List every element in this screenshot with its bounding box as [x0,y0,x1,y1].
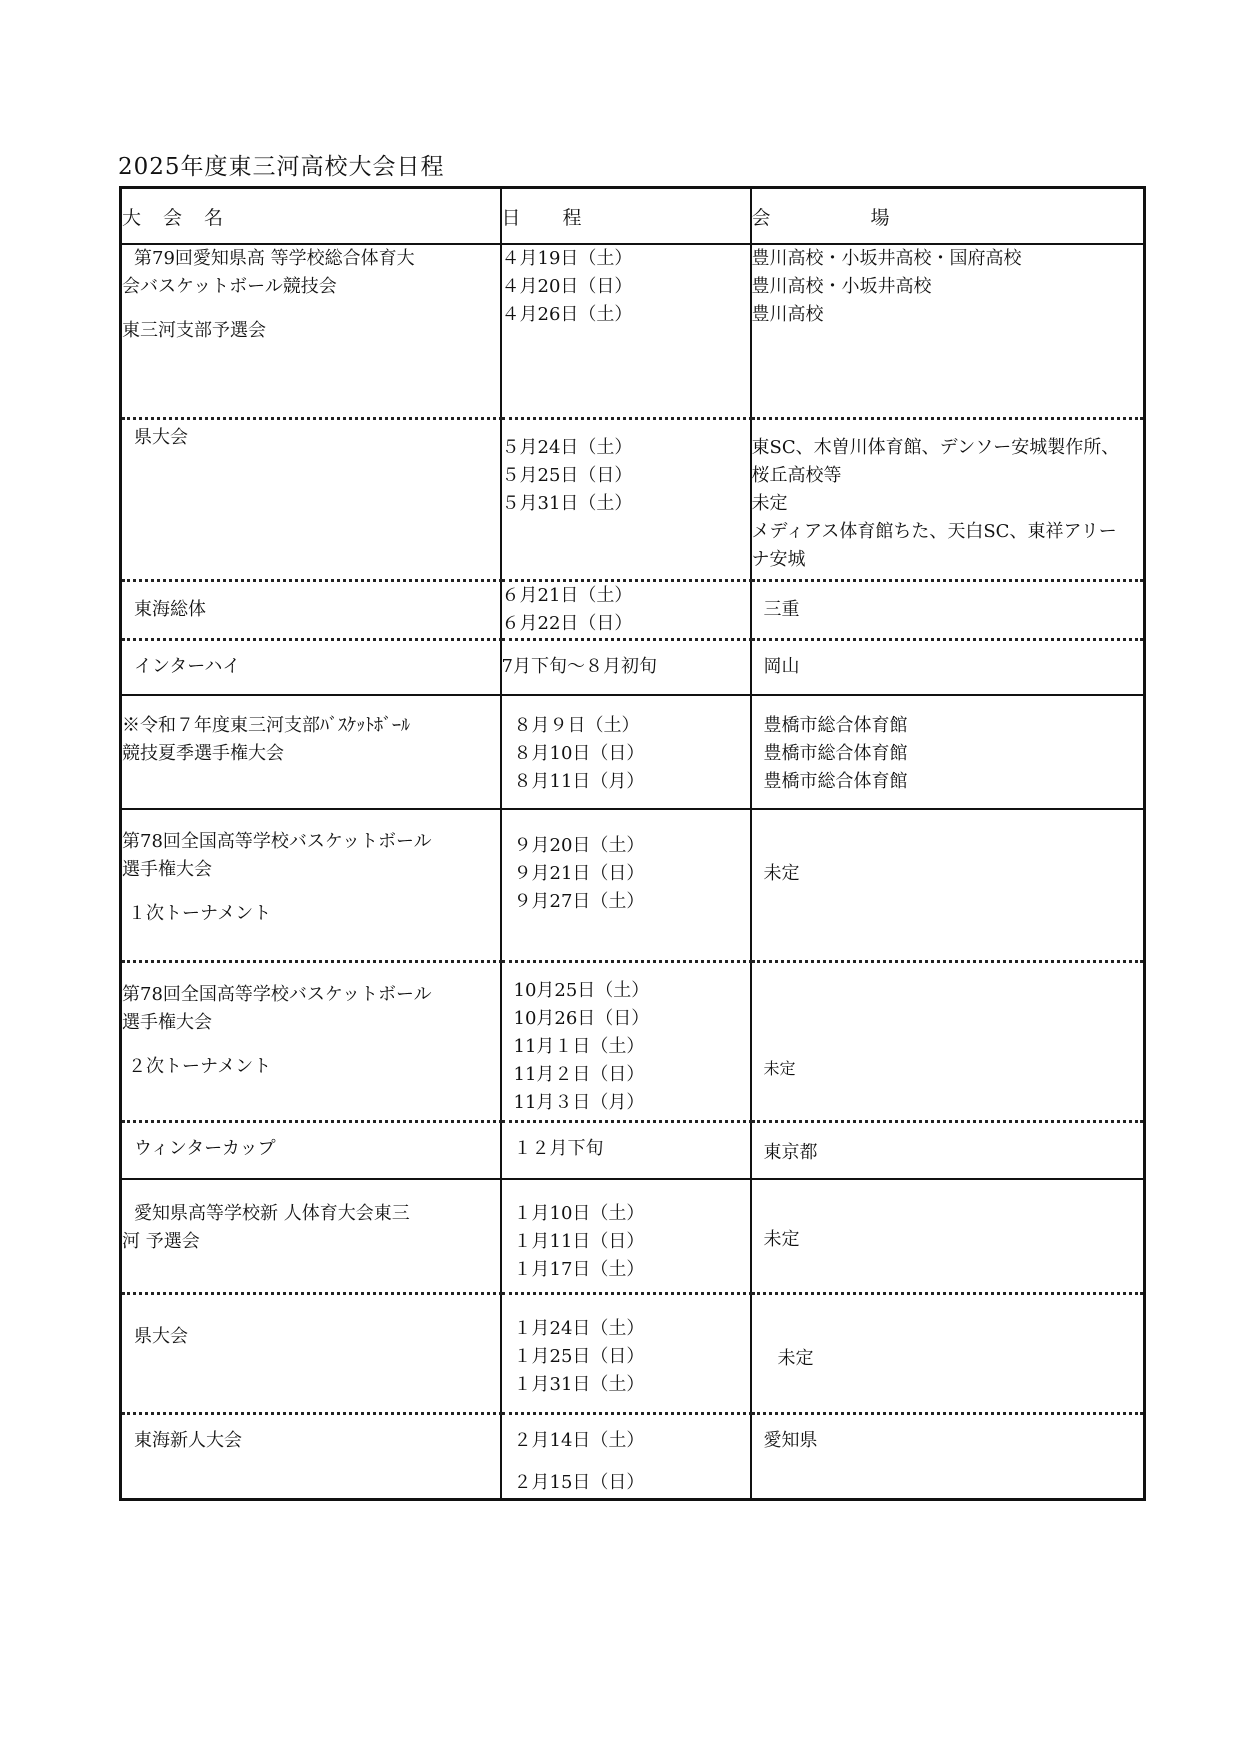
document-title: 2025年度東三河高校大会日程 [118,154,445,180]
tournament-schedule-table [119,186,1146,1501]
date-line: ２月14日（土） [513,1429,645,1451]
date-line: ６月22日（日） [501,612,633,634]
date-line: ８月９日（土） [513,715,640,736]
venue-line: 三重 [763,598,800,620]
venue-cell [751,1121,1145,1179]
venue-cell [751,1413,1145,1499]
schedule-cell [501,244,751,418]
date-line: ６月21日（土） [501,584,633,606]
table-row [121,639,1145,695]
tournament-name-line: 選手権大会 [122,859,212,880]
tournament-name-cell [121,580,501,639]
table-row [121,1121,1145,1179]
date-line: ４月26日（土） [501,304,633,325]
date-line: 10月26日（日） [513,1007,650,1029]
venue-line: 豊橋市総合体育館 [763,743,908,764]
venue-line: 桜丘高校等 [751,464,842,486]
table-row [121,961,1145,1121]
venue-line: 豊橋市総合体育館 [763,715,908,736]
table-row [121,1179,1145,1293]
venue-line: 未定 [763,863,800,884]
tournament-name-cell [121,809,501,961]
tournament-name-cell [121,418,501,580]
schedule-cell [501,1293,751,1413]
header-schedule: 日程 [501,188,751,245]
schedule-cell [501,639,751,695]
tournament-name-line: 第78回全国高等学校バスケットボール [122,983,432,1005]
tournament-name-line: 東海新人大会 [134,1429,242,1451]
header-venue: 会場 [751,188,1145,245]
schedule-cell [501,1179,751,1293]
date-line: 10月25日（土） [513,979,650,1001]
table-row [121,1293,1145,1413]
tournament-name-line: 県大会 [134,1325,188,1347]
table-row [121,695,1145,809]
tournament-name-line: インターハイ [134,655,241,677]
table-row [121,418,1145,580]
date-line: ２月15日（日） [513,1471,645,1493]
date-line: １月25日（日） [513,1345,645,1367]
table-header-row [121,188,1145,245]
tournament-name-line: 競技夏季選手権大会 [122,743,284,764]
tournament-name-line: 河 予選会 [122,1231,200,1252]
tournament-name-cell [121,695,501,809]
date-line: ５月31日（土） [501,492,633,514]
date-line: 11月３日（月） [513,1091,645,1113]
venue-line: 未定 [763,1058,796,1078]
venue-cell [751,809,1145,961]
date-line: ５月24日（土） [501,436,633,458]
date-line: 7月下旬～８月初旬 [501,655,657,677]
date-line: 11月２日（日） [513,1063,645,1085]
tournament-name-cell [121,1121,501,1179]
date-line: １２月下旬 [513,1137,604,1159]
venue-line: 未定 [777,1347,814,1369]
venue-cell [751,1179,1145,1293]
schedule-cell [501,1413,751,1499]
venue-line: 愛知県 [763,1429,818,1451]
venue-line: メディアス体育館ちた、天白SC、東祥アリー [751,520,1117,542]
date-line: ９月20日（土） [513,835,645,856]
venue-line: ナ安城 [751,548,806,570]
table-row [121,809,1145,961]
header-tournament-name: 大会名 [121,188,501,245]
date-line: ４月20日（日） [501,276,633,297]
venue-line: 豊川高校・小坂井高校 [751,276,932,297]
tournament-name-line: ウィンターカップ [134,1137,276,1159]
tournament-name-cell [121,1413,501,1499]
venue-line: 豊橋市総合体育館 [763,771,908,792]
date-line: １月17日（土） [513,1259,645,1280]
schedule-cell [501,1121,751,1179]
venue-cell [751,961,1145,1121]
venue-line: 東SC、木曽川体育館、デンソー安城製作所、 [751,436,1120,458]
date-line: ９月21日（日） [513,863,645,884]
tournament-name-line: 愛知県高等学校新 人体育大会東三 [134,1203,410,1224]
schedule-cell [501,418,751,580]
tournament-name-line: 県大会 [134,426,188,448]
date-line: １月24日（土） [513,1317,645,1339]
tournament-name-cell [121,639,501,695]
tournament-name-cell [121,244,501,418]
date-line: ８月10日（日） [513,743,645,764]
venue-line: 豊川高校・小坂井高校・国府高校 [751,248,1022,269]
date-line: 11月１日（土） [513,1035,645,1057]
date-line: ５月25日（日） [501,464,633,486]
table-row [121,580,1145,639]
schedule-cell [501,695,751,809]
schedule-cell [501,580,751,639]
tournament-name-line: 第78回全国高等学校バスケットボール [122,831,432,852]
date-line: ４月19日（土） [501,248,633,269]
table-row [121,244,1145,418]
venue-line: 豊川高校 [751,304,824,325]
tournament-name-line: １次トーナメント [128,903,272,924]
tournament-name-line: 会バスケットボール競技会 [122,276,337,297]
tournament-name-cell [121,1179,501,1293]
venue-cell [751,1293,1145,1413]
tournament-name-line: 東三河支部予選会 [122,320,266,341]
table-row [121,1413,1145,1499]
tournament-name-line: 第79回愛知県高 等学校総合体育大 [134,248,415,269]
venue-line: 岡山 [763,655,800,677]
tournament-name-line: 選手権大会 [122,1011,212,1033]
venue-line: 未定 [763,1229,800,1250]
venue-cell [751,244,1145,418]
tournament-name-line: ※令和７年度東三河支部ﾊﾞｽｹｯﾄﾎﾞｰﾙ [122,715,410,736]
date-line: ９月27日（土） [513,891,645,912]
venue-cell [751,639,1145,695]
venue-line: 未定 [751,492,788,514]
date-line: ８月11日（月） [513,771,645,792]
tournament-name-cell [121,1293,501,1413]
date-line: １月31日（土） [513,1373,645,1395]
date-line: １月11日（日） [513,1231,645,1252]
tournament-name-cell [121,961,501,1121]
venue-cell [751,580,1145,639]
tournament-name-line: ２次トーナメント [128,1055,272,1077]
date-line: １月10日（土） [513,1203,645,1224]
tournament-name-line: 東海総体 [134,598,206,620]
schedule-cell [501,961,751,1121]
venue-line: 東京都 [763,1141,818,1163]
schedule-cell [501,809,751,961]
venue-cell [751,695,1145,809]
venue-cell [751,418,1145,580]
